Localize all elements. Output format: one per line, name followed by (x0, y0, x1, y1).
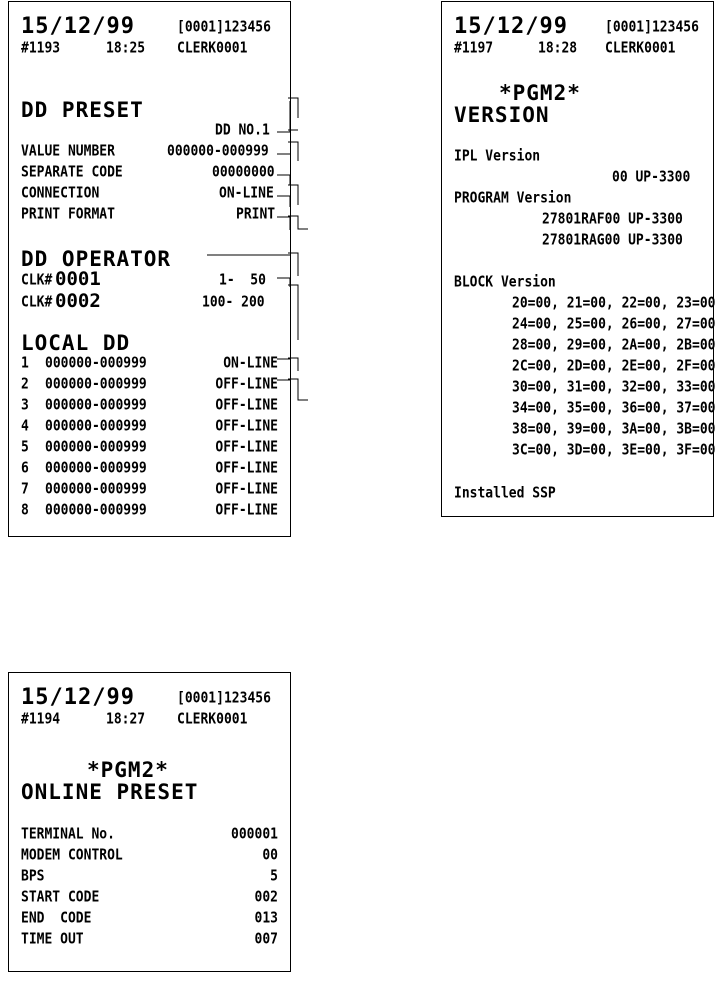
local-dd-status: OFF-LINE (215, 460, 278, 478)
consecutive-number: #1197 (454, 40, 494, 58)
consecutive-number: #1193 (21, 40, 61, 58)
local-dd-number: 8 (21, 502, 29, 520)
local-dd-number: 6 (21, 460, 29, 478)
receipt-time: 18:27 (106, 711, 146, 729)
clerk-range: 1- 50 (219, 272, 266, 290)
preset-value: 000001 (231, 826, 278, 844)
local-dd-status: ON-LINE (223, 355, 278, 373)
row-label: PRINT FORMAT (21, 206, 115, 224)
local-dd-number: 2 (21, 376, 29, 394)
preset-value: 5 (270, 868, 278, 886)
clerk-prefix: CLK# (21, 272, 53, 290)
local-dd-range: 000000-000999 (45, 481, 147, 499)
section-title-dd-operator: DD OPERATOR (21, 247, 172, 271)
preset-label: TERMINAL No. (21, 826, 115, 844)
block-version-row: 2C=00, 2D=00, 2E=00, 2F=00 (512, 358, 716, 376)
receipt-date: 15/12/99 (21, 14, 135, 39)
local-dd-number: 3 (21, 397, 29, 415)
row-label: VALUE NUMBER (21, 143, 115, 161)
receipt-version (441, 1, 714, 517)
local-dd-status: OFF-LINE (215, 481, 278, 499)
receipt-date: 15/12/99 (454, 14, 568, 39)
local-dd-range: 000000-000999 (45, 418, 147, 436)
report-title: ONLINE PRESET (21, 780, 199, 804)
local-dd-range: 000000-000999 (45, 439, 147, 457)
clerk-code: 0001 (55, 268, 101, 290)
row-value: 00000000 (212, 164, 275, 182)
local-dd-range: 000000-000999 (45, 355, 147, 373)
preset-value: 007 (254, 931, 278, 949)
preset-label: MODEM CONTROL (21, 847, 123, 865)
local-dd-range: 000000-000999 (45, 502, 147, 520)
preset-label: START CODE (21, 889, 100, 907)
section-title-dd-preset: DD PRESET (21, 98, 144, 122)
local-dd-range: 000000-000999 (45, 397, 147, 415)
preset-value: 002 (254, 889, 278, 907)
ipl-label: IPL Version (454, 148, 541, 166)
clerk-prefix: CLK# (21, 294, 53, 312)
receipt-dd-preset (8, 1, 291, 537)
local-dd-number: 1 (21, 355, 29, 373)
preset-label: BPS (21, 868, 45, 886)
preset-value: 00 (262, 847, 278, 865)
clerk-code: 0002 (55, 290, 101, 312)
local-dd-range: 000000-000999 (45, 376, 147, 394)
block-label: BLOCK Version (454, 274, 556, 292)
clerk-name: CLERK0001 (177, 40, 248, 58)
machine-id: [0001]123456 (177, 690, 271, 708)
block-version-row: 24=00, 25=00, 26=00, 27=00 (512, 316, 716, 334)
block-version-row: 3C=00, 3D=00, 3E=00, 3F=00 (512, 442, 716, 460)
receipt-time: 18:28 (538, 40, 578, 58)
dd-number: DD NO.1 (215, 122, 270, 140)
local-dd-status: OFF-LINE (215, 439, 278, 457)
program-value: 27801RAG00 UP-3300 (542, 232, 683, 250)
receipt-time: 18:25 (106, 40, 146, 58)
local-dd-number: 5 (21, 439, 29, 457)
report-title: VERSION (454, 103, 550, 127)
receipt-online-preset (8, 672, 291, 972)
consecutive-number: #1194 (21, 711, 61, 729)
row-value: 000000-000999 (167, 143, 269, 161)
program-value: 27801RAF00 UP-3300 (542, 211, 683, 229)
ipl-value: 00 UP-3300 (612, 169, 691, 187)
local-dd-range: 000000-000999 (45, 460, 147, 478)
block-version-row: 28=00, 29=00, 2A=00, 2B=00 (512, 337, 716, 355)
pgm-mode: *PGM2* (87, 758, 169, 782)
section-title-local-dd: LOCAL DD (21, 331, 131, 355)
row-value: PRINT (236, 206, 276, 224)
preset-label: END CODE (21, 910, 92, 928)
clerk-range: 100- 200 (202, 294, 265, 312)
row-label: CONNECTION (21, 185, 100, 203)
local-dd-status: OFF-LINE (215, 502, 278, 520)
local-dd-status: OFF-LINE (215, 376, 278, 394)
bracket-lines (9, 2, 290, 536)
local-dd-status: OFF-LINE (215, 397, 278, 415)
local-dd-status: OFF-LINE (215, 418, 278, 436)
pgm-mode: *PGM2* (499, 81, 581, 105)
row-label: SEPARATE CODE (21, 164, 123, 182)
installed-label: Installed SSP (454, 485, 556, 503)
preset-value: 013 (254, 910, 278, 928)
program-label: PROGRAM Version (454, 190, 572, 208)
clerk-name: CLERK0001 (177, 711, 248, 729)
block-version-row: 30=00, 31=00, 32=00, 33=00 (512, 379, 716, 397)
receipt-date: 15/12/99 (21, 685, 135, 710)
clerk-name: CLERK0001 (605, 40, 676, 58)
local-dd-number: 4 (21, 418, 29, 436)
row-value: ON-LINE (219, 185, 274, 203)
preset-label: TIME OUT (21, 931, 84, 949)
local-dd-number: 7 (21, 481, 29, 499)
block-version-row: 34=00, 35=00, 36=00, 37=00 (512, 400, 716, 418)
connector-lines (288, 0, 328, 420)
block-version-row: 38=00, 39=00, 3A=00, 3B=00 (512, 421, 716, 439)
block-version-row: 20=00, 21=00, 22=00, 23=00 (512, 295, 716, 313)
machine-id: [0001]123456 (605, 19, 699, 37)
machine-id: [0001]123456 (177, 19, 271, 37)
